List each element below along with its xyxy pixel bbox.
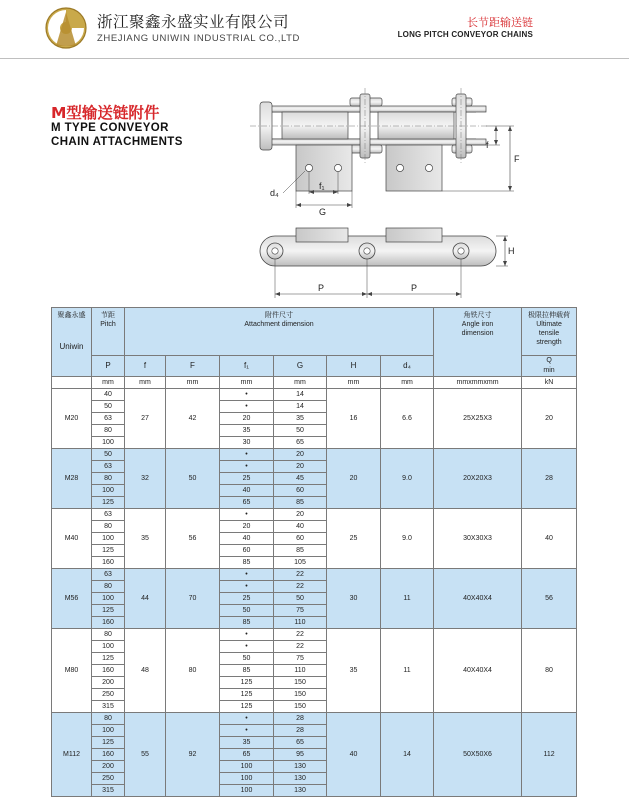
- pitch-cell: 63: [92, 461, 125, 473]
- tensile-en1: Ultimate: [536, 321, 562, 328]
- attach-en: Attachment dimension: [244, 321, 314, 328]
- angle-cell: 20X20X3: [434, 449, 522, 509]
- label-G: G: [319, 207, 327, 217]
- brand-cn: 聚鑫永盛: [57, 312, 86, 319]
- tensile-cell: 80: [522, 629, 577, 713]
- G-cell: 14: [274, 401, 327, 413]
- H-cell: 40: [327, 713, 381, 797]
- angle-cell: 50X50X6: [434, 713, 522, 797]
- G-cell: 20: [274, 449, 327, 461]
- col-Q-label: Q: [546, 357, 552, 364]
- unit-cell: mm: [166, 377, 220, 389]
- unit-cell: mm: [327, 377, 381, 389]
- table-row: [52, 449, 577, 461]
- f-cell: 27: [125, 389, 166, 449]
- units-spacer: [52, 377, 92, 389]
- F-cell: 42: [166, 389, 220, 449]
- pitch-cell: 80: [92, 473, 125, 485]
- unit-cell: mm: [381, 377, 434, 389]
- G-cell: 50: [274, 425, 327, 437]
- pitch-cell: 100: [92, 593, 125, 605]
- table-row: [52, 629, 577, 641]
- pitch-cell: 315: [92, 701, 125, 713]
- angle-cell: 40X40X4: [434, 569, 522, 629]
- unit-cell: mm: [92, 377, 125, 389]
- G-cell: 40: [274, 521, 327, 533]
- pitch-cell: 160: [92, 557, 125, 569]
- section-title-en-line1: M TYPE CONVEYOR: [51, 122, 169, 134]
- f1-cell: 85: [220, 617, 274, 629]
- attach-cn: 附件尺寸: [265, 312, 294, 319]
- G-cell: 110: [274, 617, 327, 629]
- model-group: [52, 449, 577, 509]
- f1-cell: •: [220, 449, 274, 461]
- d4-cell: 9.0: [381, 449, 434, 509]
- pitch-cell: 100: [92, 533, 125, 545]
- pitch-header: [92, 308, 125, 356]
- table-row: [52, 509, 577, 521]
- pitch-cell: 80: [92, 713, 125, 725]
- f1-cell: 100: [220, 773, 274, 785]
- model-cell: M112: [52, 713, 92, 797]
- angle-cn: 角铁尺寸: [463, 312, 492, 319]
- company-name-cn: 浙江聚鑫永盛实业有限公司: [97, 13, 290, 31]
- unit-cell: mm: [220, 377, 274, 389]
- pitch-cell: 63: [92, 413, 125, 425]
- f-cell: 55: [125, 713, 166, 797]
- f1-cell: •: [220, 509, 274, 521]
- pitch-cell: 100: [92, 485, 125, 497]
- units-row: [52, 377, 577, 389]
- f1-cell: 85: [220, 665, 274, 677]
- col-Q: [522, 356, 577, 377]
- tensile-cell: 20: [522, 389, 577, 449]
- pitch-cell: 160: [92, 749, 125, 761]
- G-cell: 50: [274, 593, 327, 605]
- pitch-cell: 125: [92, 545, 125, 557]
- pitch-cell: 40: [92, 389, 125, 401]
- label-P-left: P: [318, 283, 325, 293]
- tensile-en3: strength: [536, 339, 562, 346]
- pitch-cell: 80: [92, 521, 125, 533]
- f1-cell: •: [220, 389, 274, 401]
- f1-cell: 40: [220, 533, 274, 545]
- d4-cell: 11: [381, 629, 434, 713]
- pitch-cell: 160: [92, 665, 125, 677]
- pitch-en: Pitch: [100, 321, 116, 328]
- model-group: [52, 629, 577, 713]
- tensile-en2: tensile: [538, 330, 560, 337]
- f1-cell: 125: [220, 677, 274, 689]
- label-H: H: [508, 246, 515, 256]
- pitch-cn: 节距: [101, 312, 115, 319]
- product-title-en: LONG PITCH CONVEYOR CHAINS: [397, 30, 533, 39]
- pitch-cell: 200: [92, 677, 125, 689]
- model-cell: M28: [52, 449, 92, 509]
- pitch-cell: 100: [92, 437, 125, 449]
- F-cell: 92: [166, 713, 220, 797]
- f1-cell: •: [220, 641, 274, 653]
- pitch-cell: 250: [92, 689, 125, 701]
- f1-cell: 50: [220, 605, 274, 617]
- G-cell: 60: [274, 485, 327, 497]
- F-cell: 70: [166, 569, 220, 629]
- pitch-cell: 160: [92, 617, 125, 629]
- tensile-cell: 40: [522, 509, 577, 569]
- G-cell: 28: [274, 713, 327, 725]
- H-cell: 25: [327, 509, 381, 569]
- f1-cell: 20: [220, 413, 274, 425]
- col-d4: d₄: [381, 356, 434, 377]
- pitch-cell: 50: [92, 401, 125, 413]
- f1-cell: 25: [220, 473, 274, 485]
- f1-cell: 35: [220, 737, 274, 749]
- angle-en1: Angle iron: [461, 321, 494, 328]
- f1-cell: 30: [220, 437, 274, 449]
- model-cell: M40: [52, 509, 92, 569]
- attachment-spec-table: [51, 307, 577, 797]
- tensile-cell: 112: [522, 713, 577, 797]
- F-cell: 56: [166, 509, 220, 569]
- model-group: [52, 509, 577, 569]
- company-logo: [42, 6, 90, 50]
- pitch-cell: 50: [92, 449, 125, 461]
- label-f1: f₁: [319, 181, 325, 191]
- G-cell: 60: [274, 533, 327, 545]
- f1-cell: 85: [220, 557, 274, 569]
- f1-cell: 65: [220, 749, 274, 761]
- unit-cell: kN: [522, 377, 577, 389]
- G-cell: 110: [274, 665, 327, 677]
- unit-cell: mm: [274, 377, 327, 389]
- f1-cell: 65: [220, 497, 274, 509]
- model-cell: M20: [52, 389, 92, 449]
- H-cell: 16: [327, 389, 381, 449]
- label-P-right: P: [411, 283, 418, 293]
- label-F: F: [514, 154, 520, 164]
- f1-cell: •: [220, 713, 274, 725]
- pitch-cell: 100: [92, 641, 125, 653]
- unit-cell: mmxmmxmm: [434, 377, 522, 389]
- pitch-cell: 63: [92, 569, 125, 581]
- f1-cell: •: [220, 461, 274, 473]
- G-cell: 22: [274, 641, 327, 653]
- attachment-header: [125, 308, 434, 356]
- chain-side-view: [260, 228, 515, 298]
- F-cell: 80: [166, 629, 220, 713]
- section-title-cn: M型输送链附件: [51, 104, 160, 122]
- angle-header: [434, 308, 522, 377]
- d4-cell: 9.0: [381, 509, 434, 569]
- angle-cell: 40X40X4: [434, 629, 522, 713]
- G-cell: 45: [274, 473, 327, 485]
- G-cell: 95: [274, 749, 327, 761]
- G-cell: 75: [274, 605, 327, 617]
- H-cell: 35: [327, 629, 381, 713]
- table-row: [52, 389, 577, 401]
- f1-cell: 125: [220, 701, 274, 713]
- model-cell: M80: [52, 629, 92, 713]
- col-G: G: [274, 356, 327, 377]
- f1-cell: 20: [220, 521, 274, 533]
- pitch-cell: 125: [92, 737, 125, 749]
- tensile-cell: 28: [522, 449, 577, 509]
- tensile-header: [522, 308, 577, 356]
- page-header: [0, 0, 629, 62]
- f1-cell: 60: [220, 545, 274, 557]
- G-cell: 20: [274, 509, 327, 521]
- G-cell: 150: [274, 689, 327, 701]
- angle-cell: 25X25X3: [434, 389, 522, 449]
- G-cell: 35: [274, 413, 327, 425]
- f-cell: 35: [125, 509, 166, 569]
- pitch-cell: 250: [92, 773, 125, 785]
- G-cell: 22: [274, 629, 327, 641]
- f1-cell: 100: [220, 761, 274, 773]
- chain-attachment-drawing: [230, 86, 530, 302]
- G-cell: 14: [274, 389, 327, 401]
- model-group: [52, 389, 577, 449]
- d4-cell: 14: [381, 713, 434, 797]
- chain-top-view: [250, 88, 520, 217]
- f-cell: 32: [125, 449, 166, 509]
- H-cell: 30: [327, 569, 381, 629]
- H-cell: 20: [327, 449, 381, 509]
- col-f: f: [125, 356, 166, 377]
- section-title-en-line2: CHAIN ATTACHMENTS: [51, 136, 183, 148]
- label-d4: d₄: [270, 188, 279, 198]
- model-cell: M56: [52, 569, 92, 629]
- table-row: [52, 569, 577, 581]
- f1-cell: 125: [220, 689, 274, 701]
- G-cell: 20: [274, 461, 327, 473]
- f1-cell: 50: [220, 653, 274, 665]
- tensile-cn: 极限拉伸载荷: [528, 312, 571, 319]
- f1-cell: 25: [220, 593, 274, 605]
- G-cell: 65: [274, 737, 327, 749]
- pitch-cell: 63: [92, 509, 125, 521]
- G-cell: 130: [274, 761, 327, 773]
- model-group: [52, 713, 577, 797]
- company-name-en: ZHEJIANG UNIWIN INDUSTRIAL CO.,LTD: [97, 33, 301, 44]
- pitch-cell: 125: [92, 653, 125, 665]
- model-group: [52, 569, 577, 629]
- f1-cell: 100: [220, 785, 274, 797]
- G-cell: 28: [274, 725, 327, 737]
- brand-en: Uniwin: [59, 342, 84, 351]
- f1-cell: 40: [220, 485, 274, 497]
- G-cell: 130: [274, 773, 327, 785]
- f1-cell: •: [220, 629, 274, 641]
- G-cell: 22: [274, 581, 327, 593]
- pitch-cell: 125: [92, 497, 125, 509]
- f-cell: 44: [125, 569, 166, 629]
- G-cell: 150: [274, 701, 327, 713]
- f1-cell: 35: [220, 425, 274, 437]
- G-cell: 75: [274, 653, 327, 665]
- unit-cell: mm: [125, 377, 166, 389]
- F-cell: 50: [166, 449, 220, 509]
- G-cell: 85: [274, 497, 327, 509]
- f-cell: 48: [125, 629, 166, 713]
- G-cell: 150: [274, 677, 327, 689]
- angle-en2: dimension: [461, 330, 494, 337]
- f1-cell: •: [220, 569, 274, 581]
- f1-cell: •: [220, 725, 274, 737]
- pitch-cell: 125: [92, 605, 125, 617]
- product-title-cn: 长节距输送链: [467, 16, 533, 29]
- d4-cell: 11: [381, 569, 434, 629]
- G-cell: 22: [274, 569, 327, 581]
- pitch-cell: 80: [92, 629, 125, 641]
- col-Q-sub: min: [543, 367, 555, 374]
- table-row: [52, 713, 577, 725]
- tensile-cell: 56: [522, 569, 577, 629]
- col-P: P: [92, 356, 125, 377]
- header-divider: [0, 58, 629, 59]
- G-cell: 65: [274, 437, 327, 449]
- f1-cell: •: [220, 581, 274, 593]
- brand-header: [52, 308, 92, 377]
- d4-cell: 6.6: [381, 389, 434, 449]
- col-f1: f₁: [220, 356, 274, 377]
- col-F: F: [166, 356, 220, 377]
- G-cell: 85: [274, 545, 327, 557]
- pitch-cell: 100: [92, 725, 125, 737]
- pitch-cell: 315: [92, 785, 125, 797]
- G-cell: 130: [274, 785, 327, 797]
- f1-cell: •: [220, 401, 274, 413]
- label-f: f: [486, 140, 489, 150]
- angle-cell: 30X30X3: [434, 509, 522, 569]
- pitch-cell: 80: [92, 581, 125, 593]
- col-H: H: [327, 356, 381, 377]
- G-cell: 105: [274, 557, 327, 569]
- pitch-cell: 200: [92, 761, 125, 773]
- pitch-cell: 80: [92, 425, 125, 437]
